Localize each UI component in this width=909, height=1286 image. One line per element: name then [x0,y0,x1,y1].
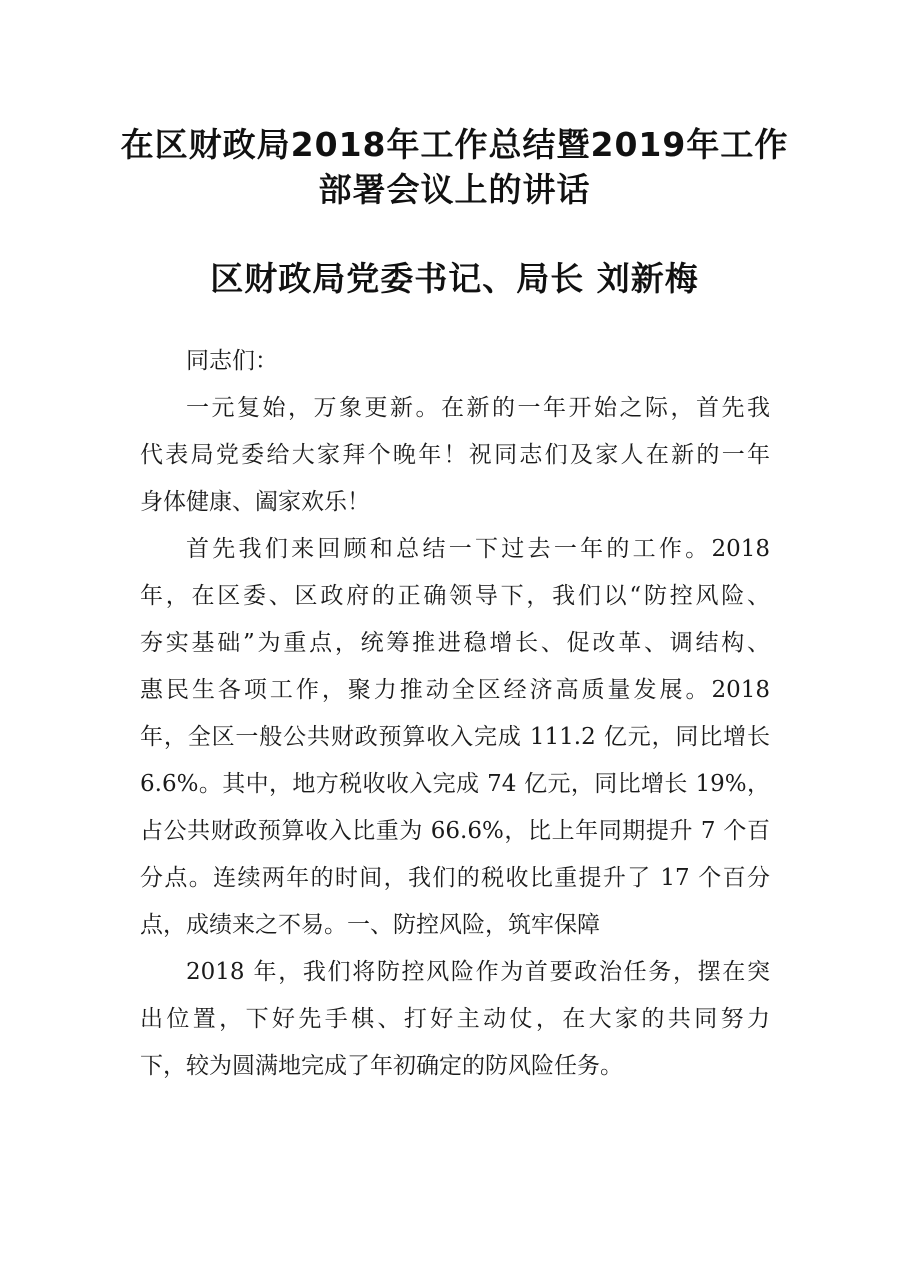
paragraph-line: 占公共财政预算收入比重为 66.6%，比上年同期提升 7 个百 [140,818,770,844]
paragraph-line: 点，成绩来之不易。一、防控风险，筑牢保障 [140,912,600,938]
paragraph-line: 年，在区委、区政府的正确领导下，我们以“防控风险、 [140,583,770,609]
paragraph-line: 2018 年，我们将防控风险作为首要政治任务，摆在突 [186,959,770,985]
speaker-byline: 区财政局党委书记、局长 刘新梅 [210,259,699,298]
paragraph-line: 首先我们来回顾和总结一下过去一年的工作。2018 [186,536,770,562]
paragraph-line: 下，较为圆满地完成了年初确定的防风险任务。 [140,1053,623,1079]
paragraph-line: 出位置，下好先手棋、打好主动仗，在大家的共同努力 [140,1006,770,1032]
paragraph-line: 6.6%。其中，地方税收收入完成 74 亿元，同比增长 19%， [140,771,770,797]
document-body [140,338,770,1090]
salutation-paragraph [140,338,770,385]
paragraph-line: 惠民生各项工作，聚力推动全区经济高质量发展。2018 [140,677,770,703]
paragraph-line: 夯实基础”为重点，统筹推进稳增长、促改革、调结构、 [140,630,770,656]
paragraph-line: 年，全区一般公共财政预算收入完成 111.2 亿元，同比增长 [140,724,770,750]
paragraph-line: 身体健康、阖家欢乐！ [140,489,370,515]
document-title-line-1: 在区财政局2018年工作总结暨2019年工作 [120,125,789,164]
document-title-line-2: 部署会议上的讲话 [318,170,591,209]
paragraph-line: 一元复始，万象更新。在新的一年开始之际，首先我 [186,395,770,421]
review-paragraph [140,526,770,949]
risk-control-paragraph [140,949,770,1090]
paragraph-line: 代表局党委给大家拜个晚年！祝同志们及家人在新的一年 [140,442,770,468]
paragraph-line: 分点。连续两年的时间，我们的税收比重提升了 17 个百分 [140,865,770,891]
paragraph-line: 同志们： [186,348,278,374]
greeting-paragraph [140,385,770,526]
